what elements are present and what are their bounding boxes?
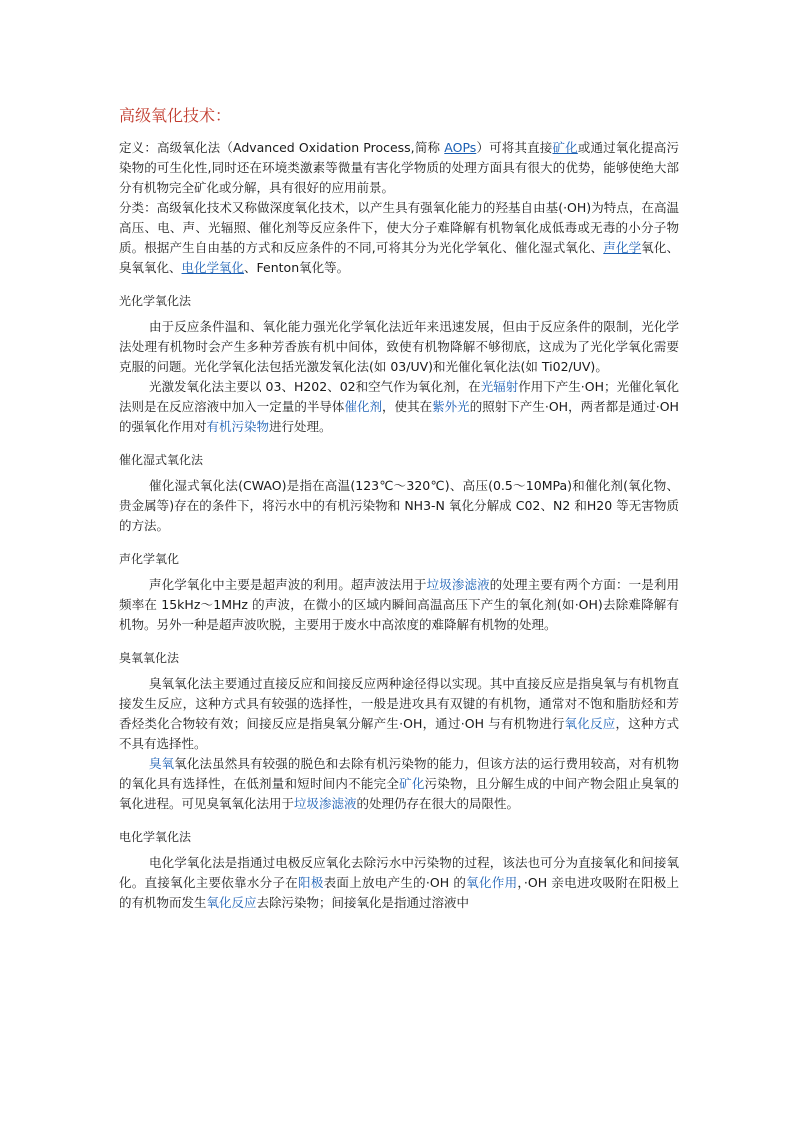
electrochemical-text-a: 电化学氧化法是指通过电极反应氧化去除污水中污染物的过程，该法也可分为直接氧化和间接氧化。直接氧化主要依靠水分子在 — [119, 855, 679, 890]
link-chouyang[interactable]: 臭氧 — [149, 756, 175, 771]
link-cuihuaji[interactable]: 催化剂 — [344, 399, 383, 414]
document-page — [119, 104, 679, 913]
document-title: 高级氧化技术： — [119, 106, 232, 125]
classification-text-2: 氧化、臭氧氧化、 — [119, 240, 679, 275]
photochemical-paragraph-2 — [119, 377, 679, 437]
ozone-paragraph-2 — [119, 754, 679, 814]
photochemical-text-b: 作用下产生·OH；光催化氧化法则是在反应溶液中加入一定量的半导体 — [119, 379, 680, 414]
link-kuanghua[interactable]: 矿化 — [552, 140, 578, 155]
link-laji-shenlvye[interactable]: 垃圾渗滤液 — [426, 577, 490, 592]
definition-text-2: ）可将其直接 — [476, 140, 553, 155]
photochemical-text-a: 光激发氧化法主要以 03、H202、02和空气作为氧化剂，在 — [149, 379, 481, 394]
link-yanghua-fanying-2[interactable]: 氧化反应 — [206, 895, 257, 910]
link-ziwaiguang[interactable]: 紫外光 — [432, 399, 470, 414]
photochemical-text-d: 的照射下产生·OH，两者都是通过·OH 的强氧化作用对 — [119, 399, 679, 434]
electrochemical-text-c: ，·OH 亲电进攻吸附在阳极上的有机物而发生 — [119, 875, 679, 910]
sonochemical-paragraph — [119, 575, 679, 635]
photochemical-paragraph-1: 由于反应条件温和、氧化能力强光化学氧化法近年来迅速发展，但由于反应条件的限制，光化学法处理有机物时会产生多种芳香族有机中间体，致使有机物降解不够彻底，这成为了光化学氧化需要克服的问题。光化学氧化法包括光激发氧化法(如 03/UV)和光催化氧化法(如 Ti02/UV)。 — [119, 319, 679, 374]
section-heading-photochemical: 光化学氧化法 — [119, 294, 192, 308]
definition-text-3: 或通过氧化提高污染物的可生化性,同时还在环境类激素等微量有害化学物质的处理方面具有很大的优势，能够使绝大部分有机物完全矿化或分解，具有很好的应用前景。 — [119, 140, 679, 195]
section-heading-cwao: 催化湿式氧化法 — [119, 453, 204, 467]
link-shenghuaxue[interactable]: 声化学 — [603, 240, 642, 255]
link-yanghua-fanying[interactable]: 氧化反应 — [564, 716, 616, 731]
classification-text-3: 、Fenton氧化等。 — [244, 260, 350, 275]
sonochemical-text-b: 的处理主要有两个方面：一是利用频率在 15kHz～1MHz 的声波，在微小的区域内瞬间高温高压下产生的氧化剂(如·OH)去除难降解有机物。另外一种是超声波吹脱，主要用于废水中高浓度的难降解有机物的处理。 — [119, 577, 679, 632]
electrochemical-text-b: 表面上放电产生的·OH 的 — [323, 875, 467, 890]
photochemical-text-e: 进行处理。 — [269, 419, 332, 434]
ozone-text-a: 臭氧氧化法主要通过直接反应和间接反应两种途径得以实现。其中直接反应是指臭氧与有机物直接发生反应，这种方式具有较强的选择性，一般是进攻具有双键的有机物，通常对不饱和脂肪烃和芳香烃类化合物较有效；间接反应是指臭氧分解产生·OH，通过·OH 与有机物进行 — [119, 676, 679, 731]
cwao-paragraph: 催化湿式氧化法(CWAO)是指在高温(123℃～320℃)、高压(0.5～10MPa)和催化剂(氧化物、贵金属等)存在的条件下，将污水中的有机污染物和 NH3-N 氧化分解成 C02、N2 和H20 等无害物质的方法。 — [119, 478, 679, 533]
link-dianhuaxue-yanghua[interactable]: 电化学氧化 — [181, 260, 245, 275]
ozone-text-c: 氧化法虽然具有较强的脱色和去除有机污染物的能力，但该方法的运行费用较高，对有机物的氧化具有选择性，在低剂量和短时间内不能完全 — [119, 756, 679, 791]
electrochemical-text-d: 去除污染物；间接氧化是指通过溶液中 — [256, 895, 470, 910]
section-heading-electrochemical: 电化学氧化法 — [119, 830, 192, 844]
link-youji-wuranwu[interactable]: 有机污染物 — [206, 419, 270, 434]
section-heading-ozone: 臭氧氧化法 — [119, 651, 180, 665]
link-yanghua-zuoyong[interactable]: 氧化作用 — [466, 875, 518, 890]
photochemical-text-c: ，使其在 — [382, 399, 433, 414]
ozone-text-e: 的处理仍存在很大的局限性。 — [356, 796, 520, 811]
ozone-text-b: ，这种方式不具有选择性。 — [119, 716, 679, 751]
classification-text-1: 分类：高级氧化技术又称做深度氧化技术，以产生具有强氧化能力的羟基自由基(·OH)为特点，在高温高压、电、声、光辐照、催化剂等反应条件下，使大分子难降解有机物氧化成低毒或无毒的小分子物质。根据产生自由基的方式和反应条件的不同,可将其分为光化学氧化、催化湿式氧化、 — [119, 200, 679, 255]
definition-text-1: 定义：高级氧化法（Advanced Oxidation Process,简称 — [119, 140, 445, 155]
link-laji-shenlvye-2[interactable]: 垃圾渗滤液 — [294, 796, 357, 811]
ozone-paragraph-1 — [119, 674, 679, 754]
link-aops[interactable]: AOPs — [444, 140, 477, 155]
classification-paragraph — [119, 198, 679, 278]
section-heading-sonochemical: 声化学氧化 — [119, 552, 180, 566]
link-kuanghua-2[interactable]: 矿化 — [399, 776, 425, 791]
ozone-text-d: 污染物，且分解生成的中间产物会阻止臭氧的氧化进程。可见臭氧氧化法用于 — [119, 776, 679, 811]
sonochemical-text-a: 声化学氧化中主要是超声波的利用。超声波法用于 — [149, 577, 427, 592]
definition-paragraph — [119, 138, 679, 198]
link-yangji[interactable]: 阳极 — [298, 875, 324, 890]
link-guangfushe[interactable]: 光辐射 — [480, 379, 519, 394]
electrochemical-paragraph — [119, 853, 679, 913]
